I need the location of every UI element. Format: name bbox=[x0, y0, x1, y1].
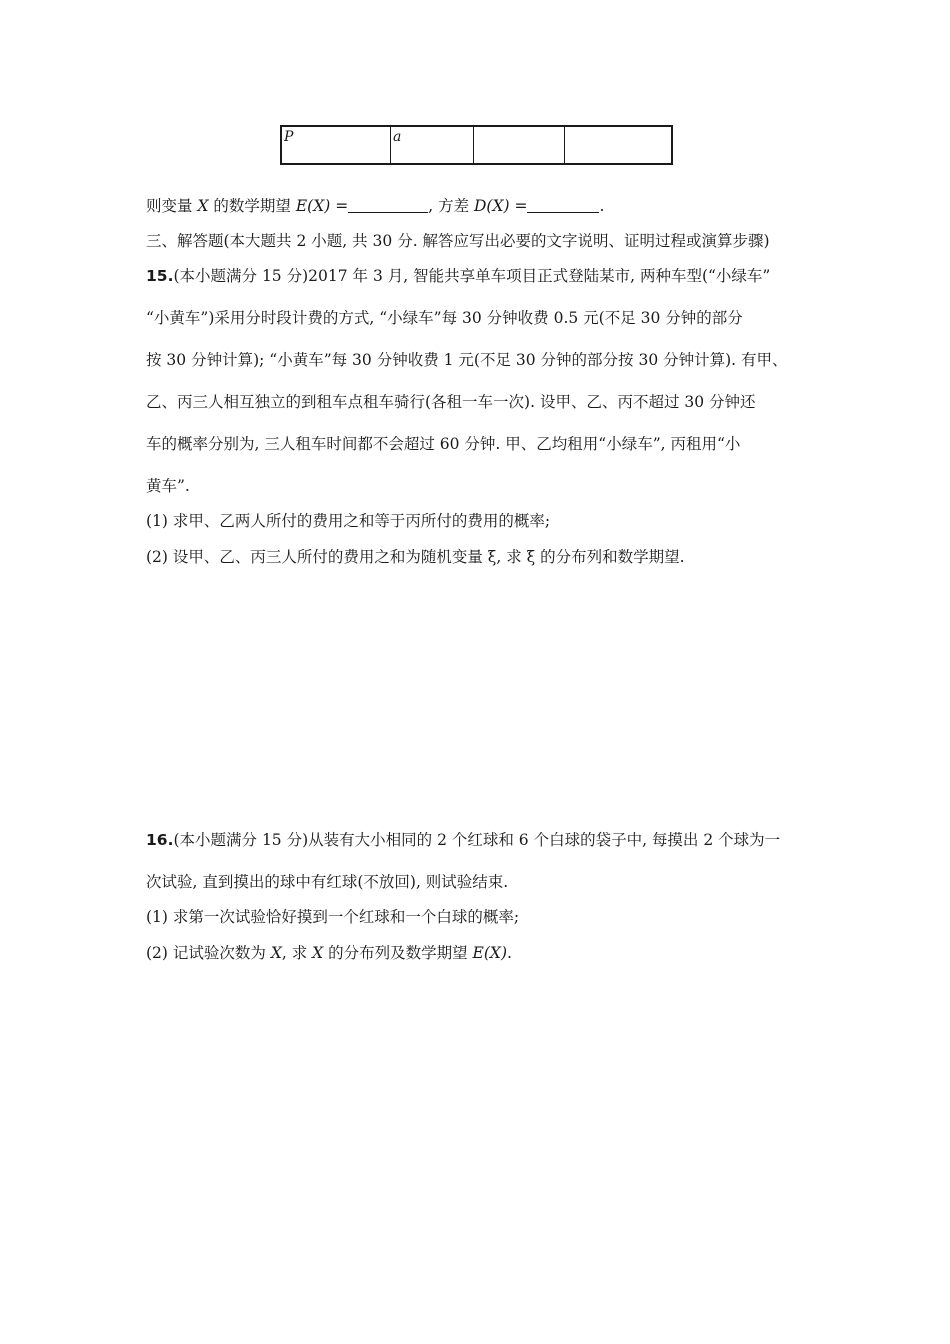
answer-blank-variance[interactable] bbox=[527, 198, 599, 213]
text: , 求 bbox=[281, 944, 313, 962]
question-number: 15. bbox=[146, 267, 174, 285]
text: (2) 记试验次数为 bbox=[146, 944, 271, 962]
text: 的分布列及数学期望 bbox=[323, 944, 473, 962]
var-x: X bbox=[312, 944, 324, 962]
expectation-symbol: E(X) bbox=[472, 944, 507, 962]
var-x: X bbox=[270, 944, 282, 962]
text: = bbox=[509, 197, 528, 215]
text: (本小题满分 15 分)从装有大小相同的 2 个红球和 6 个白球的袋子中, 每摸出 2 个球为一 bbox=[173, 831, 781, 849]
q15-line-4: 乙、丙三人相互独立的到租车点租车骑行(各租一车一次). 设甲、乙、丙不超过 30 分钟还 bbox=[146, 393, 756, 411]
q15-line-6: 黄车”. bbox=[146, 477, 190, 495]
q16-line-2: 次试验, 直到摸出的球中有红球(不放回), 则试验结束. bbox=[146, 873, 509, 891]
q15-part-1: (1) 求甲、乙两人所付的费用之和等于丙所付的费用的概率; bbox=[146, 512, 551, 530]
variance-symbol: D(X) bbox=[474, 197, 510, 215]
q15-line-3: 按 30 分钟计算); “小黄车”每 30 分钟收费 1 元(不足 30 分钟的部分按 30 分钟计算). 有甲、 bbox=[146, 351, 788, 369]
var-x: X bbox=[197, 197, 209, 215]
expectation-symbol: E(X) bbox=[295, 197, 331, 215]
q16-line-1 bbox=[146, 830, 780, 850]
text: = bbox=[330, 197, 349, 215]
q16-part-2 bbox=[146, 943, 512, 963]
text: , 方差 bbox=[428, 197, 474, 215]
q16-part-1: (1) 求第一次试验恰好摸到一个红球和一个白球的概率; bbox=[146, 908, 520, 926]
table-cell bbox=[474, 126, 565, 164]
text: 的数学期望 bbox=[208, 197, 296, 215]
text: . bbox=[599, 197, 605, 215]
q15-line-1 bbox=[146, 266, 770, 286]
distribution-table bbox=[280, 125, 673, 165]
text: 则变量 bbox=[146, 197, 198, 215]
table-cell: P bbox=[281, 126, 391, 164]
q15-part-2: (2) 设甲、乙、丙三人所付的费用之和为随机变量 ξ, 求 ξ 的分布列和数学期望. bbox=[146, 548, 685, 566]
table-cell bbox=[565, 126, 673, 164]
q15-line-2: “小黄车”)采用分时段计费的方式, “小绿车”每 30 分钟收费 0.5 元(不足 30 分钟的部分 bbox=[146, 309, 743, 327]
q15-line-5: 车的概率分别为, 三人租车时间都不会超过 60 分钟. 甲、乙均租用“小绿车”, 丙租用“小 bbox=[146, 435, 741, 453]
text: (本小题满分 15 分)2017 年 3 月, 智能共享单车项目正式登陆某市, 两种车型(“小绿车” bbox=[173, 267, 771, 285]
table-cell: a bbox=[391, 126, 474, 164]
question-number: 16. bbox=[146, 831, 174, 849]
table-row bbox=[281, 126, 672, 164]
answer-blank-expectation[interactable] bbox=[348, 198, 428, 213]
q14-expectation-line bbox=[146, 196, 604, 216]
text: . bbox=[507, 944, 512, 962]
section-heading: 三、解答题(本大题共 2 小题, 共 30 分. 解答应写出必要的文字说明、证明过程或演算步骤) bbox=[146, 232, 770, 250]
